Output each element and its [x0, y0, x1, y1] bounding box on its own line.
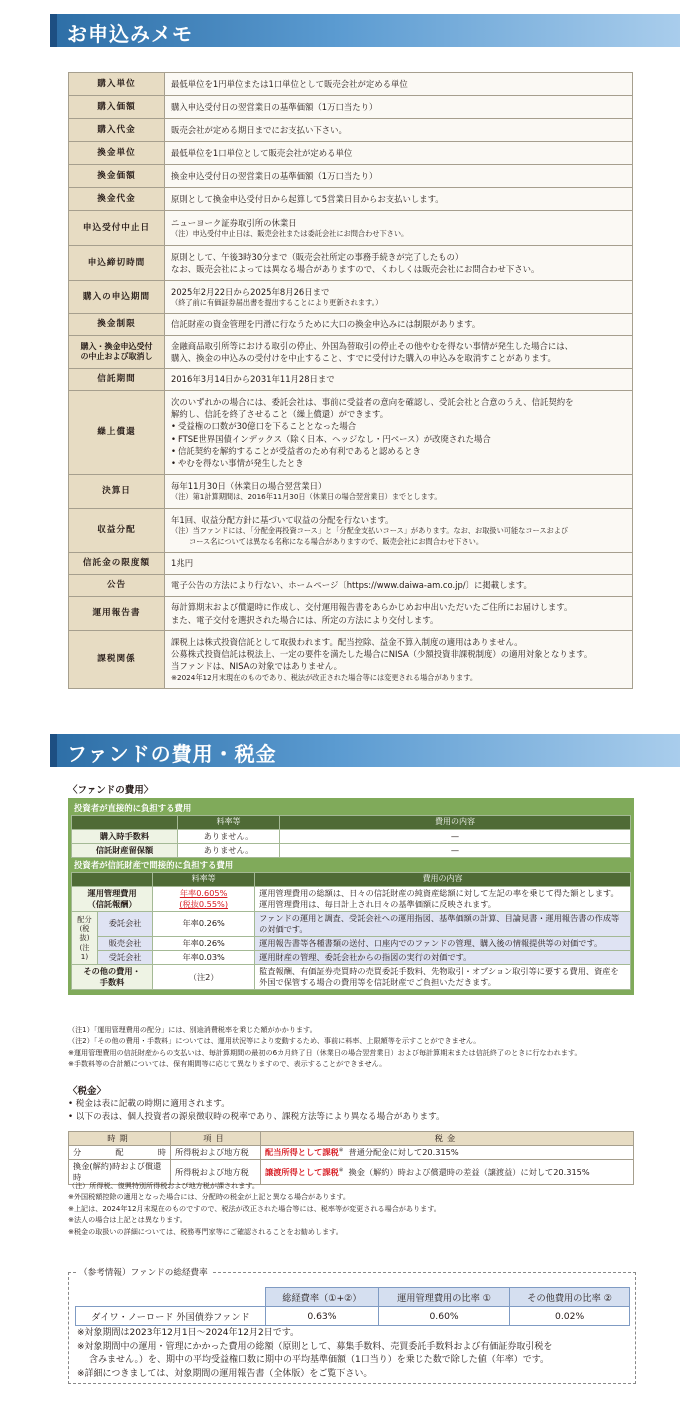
reference-title: （参考情報）ファンドの総経費率: [76, 1266, 211, 1278]
memo-key: 信託期間: [69, 369, 165, 391]
indirect-cost-band: 投資者が信託財産で間接的に負担する費用: [74, 859, 234, 870]
tax-table: [68, 1131, 634, 1185]
memo-key: 公告: [69, 575, 165, 597]
note-mark: ※: [338, 1166, 344, 1173]
reference-notes: [77, 1327, 552, 1381]
tax-value: [261, 1146, 634, 1160]
memo-value: [165, 211, 633, 246]
memo-value: [165, 246, 633, 281]
fee-content: 運用財産の管理、委託会社からの指図の実行の対価です。: [255, 951, 631, 965]
column-header: その他費用の比率 ②: [510, 1288, 630, 1307]
fee-table: [68, 798, 634, 995]
memo-note: （終了前に有価証券届出書を提出することにより更新されます。）: [171, 297, 383, 307]
fee-label: 販売会社: [98, 936, 153, 950]
fee-label-line: その他の費用・: [83, 966, 141, 977]
memo-value: [165, 509, 633, 553]
note-line: ※税金の取扱いの詳細については、税務専門家等にご確認されることをお勧めします。: [68, 1226, 343, 1236]
note-line: （注1）「運用管理費用の配分」には、別途消費税率を乗じた額がかかります。: [68, 1025, 317, 1034]
tax-type-tag: 配当所得として課税: [265, 1147, 339, 1157]
memo-key: 換金代金: [69, 188, 165, 211]
memo-note: （注）第1計算期間は、2016年11月30日（休業日の場合翌営業日）までとします。: [171, 492, 442, 502]
memo-line: なお、販売会社によっては異なる場合がありますので、くわしくは販売会社にお問合わせ下さい。: [171, 264, 540, 274]
indirect-cost-table: [71, 872, 631, 990]
section-title: ファンドの費用・税金: [67, 742, 277, 766]
fee-notes: [68, 1024, 582, 1070]
note-line: ※運用管理費用の信託財産からの支払いは、毎計算期間の最初の6カ月終了日（休業日の場合翌営業日）および毎計算期末または信託終了のときに行なわれます。: [68, 1047, 582, 1057]
memo-value: 電子公告の方法により行ない、ホームページ〔https://www.daiwa-am.co.jp/〕に掲載します。: [165, 575, 633, 597]
fee-label-line: （信託報酬）: [87, 898, 137, 909]
fee-content: 運用管理費用の総額は、日々の信託財産の純資産総額に対して左記の率を乗じて得た額とします。運用管理費用は、毎日計上され日々の基準価額に反映されます。: [255, 886, 631, 911]
memo-value: [165, 631, 633, 689]
section-title: お申込みメモ: [67, 22, 193, 46]
memo-line: また、電子交付を選択された場合には、所定の方法により交付します。: [171, 614, 439, 625]
expense-ratio-table: [75, 1287, 630, 1326]
memo-line: 2025年2月22日から2025年8月26日まで: [171, 286, 330, 297]
memo-value: 1兆円: [165, 553, 633, 575]
total-expense-ratio: 0.63%: [266, 1307, 379, 1326]
section-header-fees: [50, 734, 680, 767]
section-header-application: [50, 14, 680, 47]
memo-key: 決算日: [69, 475, 165, 509]
tax-timing: 分配時: [69, 1146, 171, 1160]
memo-line: 原則として、午後3時30分まで（販売会社所定の事務手続きが完了したもの）: [171, 251, 464, 262]
tax-item: 所得税および地方税: [171, 1146, 261, 1160]
memo-note: ※2024年12月末現在のものであり、税法が改正された場合等には変更される場合があります。: [171, 672, 478, 682]
fee-rate: ありません。: [178, 843, 280, 857]
fee-rate: （注2）: [153, 965, 255, 990]
note-line: 含みません。）を、期中の平均受益権口数に期中の平均基準価額（1口当り）を乗じた数で除した値（年率）です。: [89, 1355, 550, 1365]
fee-rate: 年率0.26%: [153, 911, 255, 936]
memo-key: 収益分配: [69, 509, 165, 553]
memo-key: 繰上償還: [69, 391, 165, 475]
note-line: ※対象期間中の運用・管理にかかった費用の総額（原則として、募集手数料、売買委託手数料および有価証券取引税を: [77, 1341, 553, 1352]
management-fee-ratio: 0.60%: [378, 1307, 509, 1326]
memo-value: 信託財産の資金管理を円滑に行なうために大口の換金申込みには制限があります。: [165, 314, 633, 336]
memo-line: 当ファンドは、NISAの対象ではありません。: [171, 661, 343, 672]
memo-key-line: の中止および取消し: [80, 352, 153, 361]
fee-rate: [153, 886, 255, 911]
fee-rate-line: 年率0.605%: [179, 887, 228, 898]
memo-key: 換金単位: [69, 142, 165, 165]
tax-heading: 〈税金〉: [68, 1086, 107, 1097]
note-line: ※法人の場合は上記とは異なります。: [68, 1215, 187, 1225]
memo-value: [165, 475, 633, 509]
list-item: • FTSE世界国債インデックス（除く日本、ヘッジなし・円ベース）が改廃された場合: [171, 433, 627, 445]
list-item: • 信託契約を解約することが受益者のため有利であると認めるとき: [171, 445, 627, 457]
column-header: 運用管理費用の比率 ①: [378, 1288, 509, 1307]
memo-line: ニューヨーク証券取引所の休業日: [171, 217, 297, 228]
fee-content: 運用報告書等各種書類の送付、口座内でのファンドの管理、購入後の情報提供等の対価です。: [255, 936, 631, 950]
memo-line: 公募株式投資信託は税法上、一定の要件を満たした場合にNISA（少額投資非課税制度）の適用対象となります。: [171, 649, 593, 660]
tax-rate: 換金（解約）時および償還時の差益（譲渡益）に対して20.315%: [348, 1166, 590, 1177]
memo-key: 購入価額: [69, 96, 165, 119]
direct-cost-table: [71, 815, 631, 858]
memo-line: 購入、換金の申込みの受付けを中止すること、すでに受付けた購入の申込みを取消すことがあります。: [171, 353, 556, 363]
fee-label: 受託会社: [98, 951, 153, 965]
memo-line: 毎計算期末および償還時に作成し、交付運用報告書をあらかじめお申出いただいたご住所にお届けします。: [171, 602, 573, 613]
memo-line: 次のいずれかの場合には、委託会社は、事前に受益者の意向を確認し、受託会社と合意のうえ、信託契約を: [171, 396, 574, 407]
memo-key: 購入単位: [69, 73, 165, 96]
fee-content: ファンドの運用と調査、受託会社への運用指図、基準価額の計算、目論見書・運用報告書の作成等の対価です。: [255, 911, 631, 936]
direct-cost-band: 投資者が直接的に負担する費用: [74, 803, 192, 813]
memo-note: （注）当ファンドには、「分配金再投資コース」と「分配金支払いコース」があります。なお、お取扱い可能なコースおよび: [171, 526, 569, 536]
column-header: 費用の内容: [280, 816, 631, 830]
memo-key: 購入の申込期間: [69, 281, 165, 314]
note-line: ※詳細につきましては、対象期間の運用報告書（全体版）をご覧下さい。: [77, 1368, 373, 1379]
list-item: • やむを得ない事情が発生したとき: [171, 457, 627, 469]
memo-value: [165, 281, 633, 314]
memo-value: 原則として換金申込受付日から起算して5営業日目からお支払いします。: [165, 188, 633, 211]
memo-line: 解約し、信託を終了させること（繰上償還）ができます。: [171, 409, 389, 420]
memo-value: [165, 597, 633, 631]
memo-value: 最低単位を1円単位または1口単位として販売会社が定める単位: [165, 73, 633, 96]
tax-item: 所得税および地方税: [171, 1160, 261, 1185]
memo-line: 金融商品取引所等における取引の停止、外国為替取引の停止その他やむを得ない事情が発生した場合には、: [171, 340, 573, 351]
note-mark: ※: [338, 1147, 344, 1154]
memo-value: 2016年3月14日から2031年11月28日まで: [165, 369, 633, 391]
memo-key-line: 購入・換金申込受付: [80, 342, 153, 351]
memo-value: 換金申込受付日の翌営業日の基準価額（1万口当たり）: [165, 165, 633, 188]
memo-line: 課税上は株式投資信託として取扱われます。配当控除、益金不算入制度の適用はありません。: [171, 637, 523, 647]
tax-bullet: • 以下の表は、個人投資者の源泉徴収時の税率であり、課税方法等により異なる場合があります。: [68, 1112, 445, 1123]
memo-note: コース名については異なる名称になる場合がありますので、販売会社にお問合わせ下さい。: [189, 536, 484, 546]
fund-name: ダイワ・ノーロード 外国債券ファンド: [76, 1307, 266, 1326]
fee-content: 監査報酬、有価証券売買時の売買委託手数料、先物取引・オプション取引等に要する費用、資産を外国で保管する場合の費用等を信託財産でご負担いただきます。: [255, 965, 631, 990]
column-header: 料率等: [178, 816, 280, 830]
fee-label: 購入時手数料: [72, 829, 178, 843]
tax-notes: [68, 1180, 441, 1237]
memo-key: 申込締切時間: [69, 246, 165, 281]
memo-key: 信託金の限度額: [69, 553, 165, 575]
note-line: ※対象期間は2023年12月1日～2024年12月2日です。: [77, 1328, 299, 1338]
memo-key: 運用報告書: [69, 597, 165, 631]
list-item: • 受益権の口数が30億口を下ることとなった場合: [171, 420, 627, 432]
memo-line: 毎年11月30日（休業日の場合翌営業日）: [171, 481, 327, 492]
memo-line: 年1回、収益分配方針に基づいて収益の分配を行ないます。: [171, 514, 394, 525]
column-header: 項目: [171, 1132, 261, 1146]
expense-ratio-box: [68, 1268, 636, 1384]
memo-value: [165, 336, 633, 369]
memo-key: [69, 336, 165, 369]
note-line: （注2）「その他の費用・手数料」については、運用状況等により変動するため、事前に料率、上限額等を示すことができません。: [68, 1036, 481, 1046]
memo-key: 換金制限: [69, 314, 165, 336]
memo-note: （注）申込受付中止日は、販売会社または委託会社にお問合わせ下さい。: [171, 228, 409, 238]
column-header: 総経費率（①+②）: [266, 1288, 379, 1307]
column-header: 料率等: [153, 872, 255, 886]
fee-rate: ありません。: [178, 829, 280, 843]
tax-bullets: [68, 1098, 445, 1125]
tax-timing: 換金(解約)時および償還時: [69, 1160, 171, 1185]
tax-bullet: • 税金は表に記載の時期に適用されます。: [68, 1099, 230, 1109]
fee-content: —: [280, 843, 631, 857]
tax-rate: 普通分配金に対して20.315%: [348, 1147, 459, 1157]
memo-value: [165, 391, 633, 475]
tax-type-tag: 譲渡所得として課税: [265, 1166, 339, 1177]
fee-rate: 年率0.03%: [153, 951, 255, 965]
other-expense-ratio: 0.02%: [510, 1307, 630, 1326]
redemption-conditions: [171, 420, 627, 469]
note-line: ※手数料等の合計額については、保有期間等に応じて異なりますので、表示することができません。: [68, 1059, 387, 1069]
fee-label: 信託財産留保額: [72, 843, 178, 857]
fee-label: [72, 965, 153, 990]
column-header: 費用の内容: [255, 872, 631, 886]
memo-key: 購入代金: [69, 119, 165, 142]
fees-heading: 〈ファンドの費用〉: [68, 785, 154, 796]
application-memo-table: [68, 72, 633, 689]
fee-label-line: 手数料: [99, 977, 125, 988]
memo-key: 換金価額: [69, 165, 165, 188]
note-line: ※外国税額控除の適用となった場合には、分配時の税金が上記と異なる場合があります。: [68, 1192, 351, 1202]
fee-rate: 年率0.26%: [153, 936, 255, 950]
column-header: 時期: [69, 1132, 171, 1146]
memo-key: 課税関係: [69, 631, 165, 689]
memo-key: 申込受付中止日: [69, 211, 165, 246]
note-line: （注）所得税、復興特別所得税および地方税が課されます。: [68, 1181, 259, 1190]
fee-content: —: [280, 829, 631, 843]
memo-value: 最低単位を1口単位として販売会社が定める単位: [165, 142, 633, 165]
fee-rate-line: (税抜0.55%): [179, 898, 229, 909]
allocation-label: 配分(税抜)(注1): [72, 911, 98, 964]
memo-value: 販売会社が定める期日までにお支払い下さい。: [165, 119, 633, 142]
column-header: 税金: [261, 1132, 634, 1146]
fee-label: 委託会社: [98, 911, 153, 936]
note-line: ※上記は、2024年12月末現在のものですので、税法が改正された場合等には、税率等が変更される場合があります。: [68, 1203, 441, 1213]
fee-label-line: 運用管理費用: [87, 887, 137, 898]
memo-value: 購入申込受付日の翌営業日の基準価額（1万口当たり）: [165, 96, 633, 119]
fee-label: [72, 886, 153, 911]
